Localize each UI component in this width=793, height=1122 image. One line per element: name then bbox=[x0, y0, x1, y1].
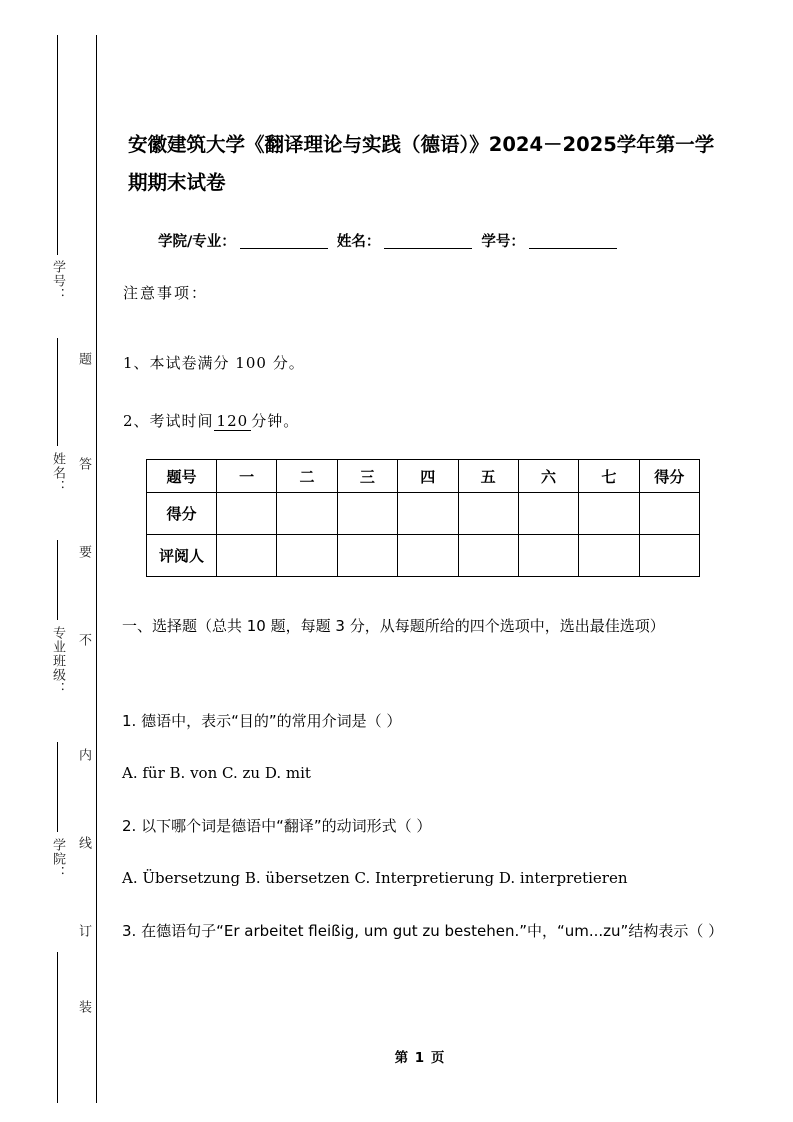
notice-item-2-suffix: 分钟。 bbox=[251, 412, 300, 430]
margin-char-da: 答 bbox=[76, 457, 91, 484]
outer-rule-segment bbox=[57, 742, 58, 832]
margin-char-bu: 不 bbox=[76, 633, 91, 660]
table-header-cell: 二 bbox=[277, 460, 337, 493]
margin-char-xian: 线 bbox=[76, 836, 91, 863]
table-cell[interactable] bbox=[518, 493, 578, 535]
table-header-cell: 一 bbox=[217, 460, 277, 493]
table-cell[interactable] bbox=[277, 493, 337, 535]
table-cell[interactable] bbox=[337, 493, 397, 535]
table-header-cell: 题号 bbox=[147, 460, 217, 493]
page-title: 安徽建筑大学《翻译理论与实践（德语）》2024－2025学年第一学期期末试卷 bbox=[128, 133, 715, 194]
margin-label-class: 专业班级： bbox=[50, 626, 65, 696]
margin-char-ding: 订 bbox=[76, 924, 91, 951]
table-cell[interactable] bbox=[337, 535, 397, 577]
table-row bbox=[147, 493, 700, 535]
page-footer: 第 1 页 bbox=[394, 1050, 446, 1066]
question-1-options: A. für B. von C. zu D. mit bbox=[122, 764, 311, 782]
table-cell[interactable] bbox=[639, 535, 699, 577]
notice-item-1: 1、本试卷满分 100 分。 bbox=[123, 354, 305, 372]
student-id-label: 学号： bbox=[481, 234, 525, 250]
college-major-label: 学院/专业： bbox=[158, 234, 236, 250]
table-cell[interactable] bbox=[277, 535, 337, 577]
outer-rule-segment bbox=[57, 952, 58, 1103]
table-cell[interactable] bbox=[217, 493, 277, 535]
notice-heading: 注意事项： bbox=[123, 284, 209, 302]
section-1-heading: 一、选择题（总共 10 题，每题 3 分，从每题所给的四个选项中，选出最佳选项） bbox=[122, 617, 665, 635]
table-row-header bbox=[147, 460, 700, 493]
table-cell[interactable] bbox=[398, 535, 458, 577]
table-cell[interactable] bbox=[639, 493, 699, 535]
margin-label-college: 学院： bbox=[50, 838, 65, 880]
notice-item-2 bbox=[123, 410, 299, 431]
table-header-cell: 六 bbox=[518, 460, 578, 493]
margin-char-yao: 要 bbox=[76, 545, 91, 572]
table-row-label: 评阅人 bbox=[147, 535, 217, 577]
table-cell[interactable] bbox=[217, 535, 277, 577]
margin-label-student-id: 学号： bbox=[50, 260, 65, 302]
question-2-stem: 2. 以下哪个词是德语中“翻译”的动词形式（ ） bbox=[122, 817, 432, 835]
margin-label-name: 姓名： bbox=[50, 452, 65, 494]
name-label: 姓名： bbox=[336, 234, 381, 250]
college-major-blank[interactable] bbox=[240, 248, 328, 249]
notice-item-2-prefix: 2、考试时间 bbox=[123, 412, 214, 430]
page-body bbox=[120, 0, 724, 1122]
student-info-line bbox=[158, 230, 621, 251]
binding-margin bbox=[0, 0, 100, 1122]
table-cell[interactable] bbox=[579, 535, 639, 577]
table-cell[interactable] bbox=[518, 535, 578, 577]
name-blank[interactable] bbox=[384, 248, 472, 249]
table-cell[interactable] bbox=[579, 493, 639, 535]
student-id-blank[interactable] bbox=[529, 248, 617, 249]
question-2-options: A. Übersetzung B. übersetzen C. Interpretierung D. interpretieren bbox=[122, 869, 628, 887]
table-cell[interactable] bbox=[458, 535, 518, 577]
margin-char-ti: 题 bbox=[76, 352, 91, 379]
table-row bbox=[147, 535, 700, 577]
outer-rule-segment bbox=[57, 338, 58, 446]
outer-rule-segment bbox=[57, 35, 58, 255]
question-1-stem: 1. 德语中，表示“目的”的常用介词是（ ） bbox=[122, 712, 402, 730]
exam-duration-value: 120 bbox=[214, 412, 252, 431]
table-cell[interactable] bbox=[398, 493, 458, 535]
inner-vertical-rule bbox=[96, 35, 97, 1103]
table-header-cell: 三 bbox=[337, 460, 397, 493]
question-3-stem: 3. 在德语句子“Er arbeitet fleißig, um gut zu bestehen.”中，“um...zu”结构表示（ ） bbox=[122, 922, 724, 940]
table-header-cell: 五 bbox=[458, 460, 518, 493]
outer-rule-segment bbox=[57, 540, 58, 620]
table-cell[interactable] bbox=[458, 493, 518, 535]
table-header-cell: 七 bbox=[579, 460, 639, 493]
margin-char-zhuang: 装 bbox=[76, 1000, 91, 1027]
score-table bbox=[146, 459, 700, 577]
table-header-cell: 四 bbox=[398, 460, 458, 493]
table-row-label: 得分 bbox=[147, 493, 217, 535]
margin-char-nei: 内 bbox=[76, 748, 91, 775]
table-header-cell: 得分 bbox=[639, 460, 699, 493]
